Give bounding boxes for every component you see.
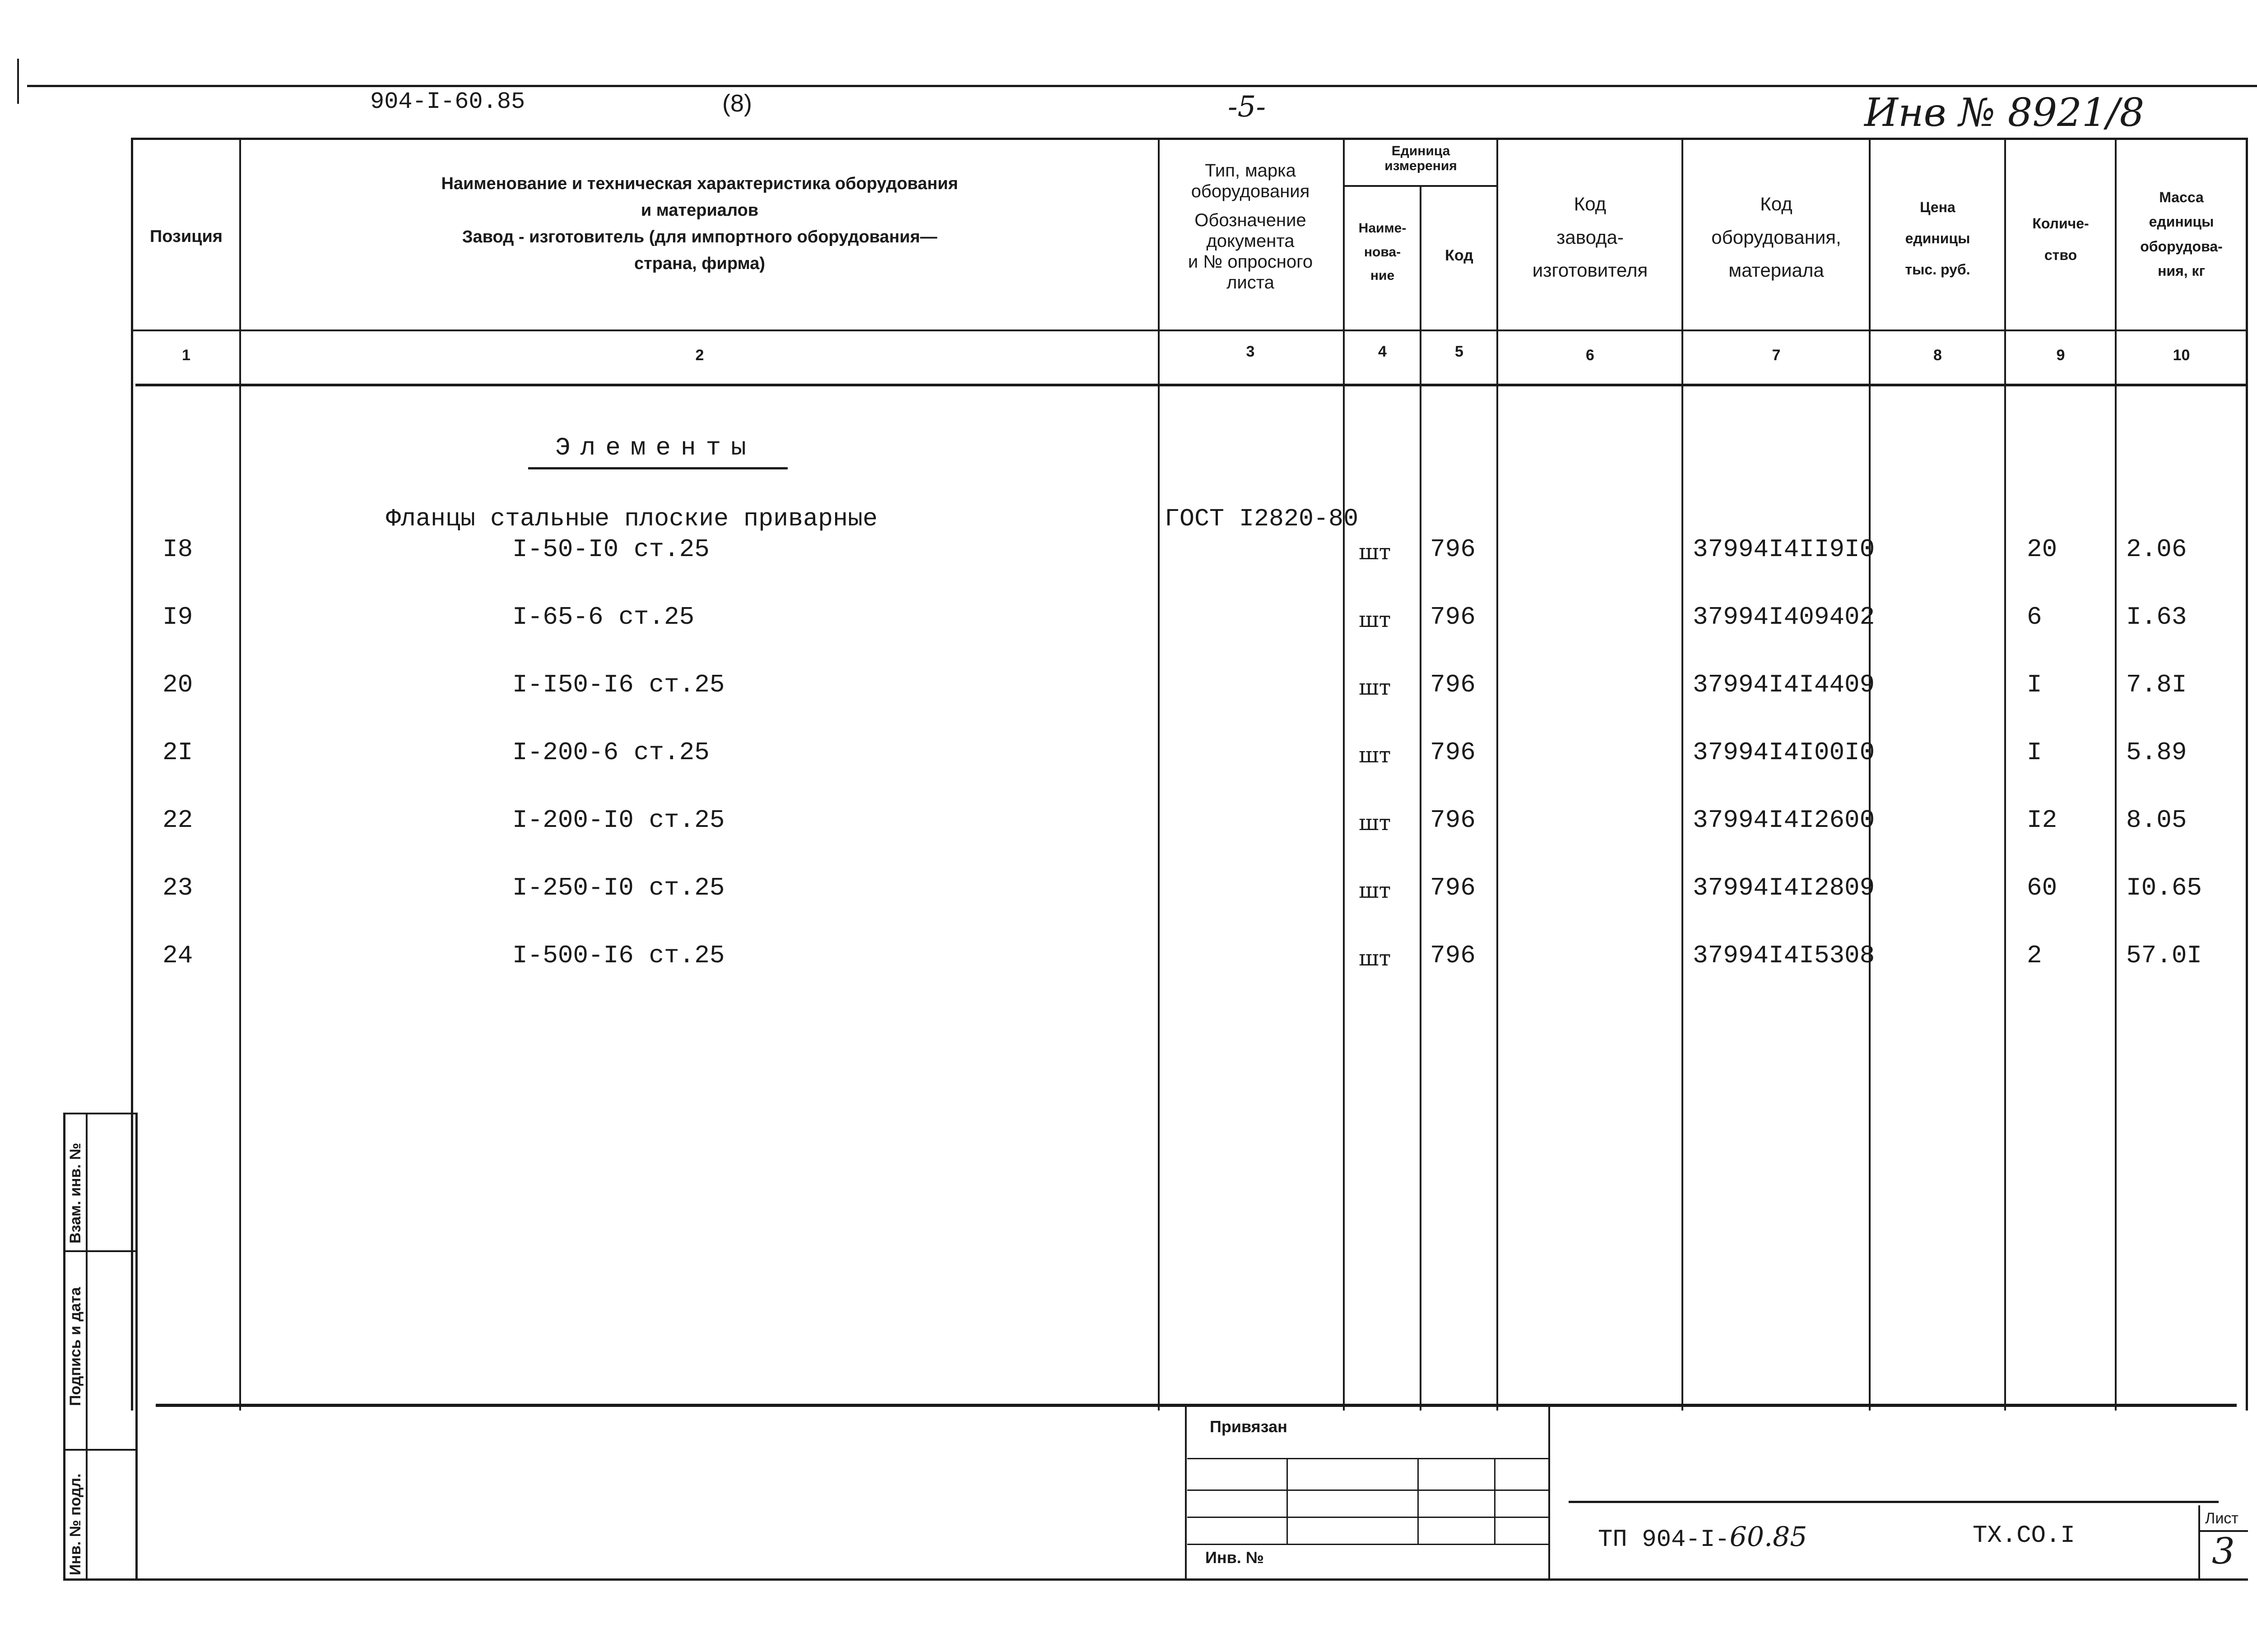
col-number-2: 2 [695, 347, 704, 364]
cell-code: 796 [1430, 738, 1476, 767]
cell-mass: 2.06 [2126, 535, 2187, 564]
cell-mass: I0.65 [2126, 873, 2202, 902]
project-code-prefix: ТП 904-I- [1598, 1526, 1730, 1554]
col-line-2 [1158, 138, 1160, 1411]
binding-mark [17, 59, 19, 104]
cell-pos: I8 [163, 535, 193, 564]
cell-unit: шт [1359, 810, 1391, 835]
cell-unit: шт [1359, 742, 1391, 768]
cell-unit: шт [1359, 675, 1391, 700]
table-top-border [131, 138, 2248, 140]
side-stamp-original: Инв. № подл. [67, 1473, 84, 1575]
title-block-top-line [156, 1404, 2237, 1407]
inventory-number: Инв № 8921/8 [1864, 90, 2145, 135]
cell-equip: 37994I4I00I0 [1693, 738, 1875, 767]
cell-code: 796 [1430, 670, 1476, 699]
cell-code: 796 [1430, 873, 1476, 902]
col-line-3 [1343, 138, 1345, 1411]
cell-pos: 20 [163, 670, 193, 699]
section-title: Элементы [555, 433, 756, 462]
cell-unit: шт [1359, 607, 1391, 632]
title-code-line [1569, 1501, 2219, 1503]
cell-equip: 37994I4I4409 [1693, 670, 1875, 699]
side-stamp-left [63, 1113, 65, 1580]
cell-code: 796 [1430, 535, 1476, 564]
side-stamp-mid [86, 1113, 88, 1580]
linked-col-3 [1494, 1458, 1495, 1544]
cell-pos: 2I [163, 738, 193, 767]
col-line-4 [1420, 185, 1421, 1411]
linked-row-line-4 [1187, 1544, 1548, 1545]
cell-unit: шт [1359, 878, 1391, 903]
page-number: -5- [1228, 90, 1266, 124]
col-number-6: 6 [1586, 347, 1594, 364]
cell-equip: 37994I4I2600 [1693, 806, 1875, 835]
col-header-name: Наименование и техническая характеристика оборудования и материалов Завод - изготовитель (для импортного оборудования— страна, фирма) [441, 174, 958, 273]
cell-pos: I9 [163, 603, 193, 631]
cell-name: I-500-I6 ст.25 [512, 941, 725, 970]
col-header-price: Цена единицы тыс. руб. [1905, 199, 1970, 278]
section-title-underline [528, 467, 788, 469]
inv-label: Инв. № [1205, 1548, 1264, 1567]
cell-pos: 24 [163, 941, 193, 970]
part-number: (8) [722, 90, 752, 117]
numbers-bottom-line [135, 384, 2248, 386]
cell-qty: 60 [2027, 873, 2057, 902]
cell-name: I-200-6 ст.25 [512, 738, 710, 767]
cell-mass: 57.0I [2126, 941, 2202, 970]
side-stamp-right [135, 1113, 138, 1580]
cell-pos: 23 [163, 873, 193, 902]
cell-name: I-250-I0 ст.25 [512, 873, 725, 902]
col-line-7 [1869, 138, 1871, 1411]
sheet-number: 3 [2212, 1530, 2235, 1572]
col-number-8: 8 [1933, 347, 1942, 364]
cell-mass: 5.89 [2126, 738, 2187, 767]
cell-qty: 2 [2027, 941, 2042, 970]
col-number-1: 1 [182, 347, 190, 364]
col-line-8 [2004, 138, 2006, 1411]
sheet-code: ТХ.СО.I [1973, 1522, 2075, 1550]
doc-code: 904-I-60.85 [370, 88, 525, 115]
linked-label: Привязан [1210, 1417, 1287, 1436]
col-header-factory-code: Код завода- изготовителя [1532, 193, 1648, 281]
header-bottom-line [131, 329, 2248, 331]
cell-code: 796 [1430, 941, 1476, 970]
side-stamp-line-2 [63, 1250, 138, 1252]
cell-qty: I2 [2027, 806, 2057, 835]
table-left-border [131, 138, 133, 1411]
cell-code: 796 [1430, 806, 1476, 835]
cell-unit: шт [1359, 539, 1391, 565]
cell-mass: I.63 [2126, 603, 2187, 631]
cell-qty: 6 [2027, 603, 2042, 631]
cell-qty: I [2027, 738, 2042, 767]
project-code-hand: 60.85 [1729, 1521, 1807, 1553]
col-number-4: 4 [1378, 343, 1387, 360]
col-line-1 [239, 138, 241, 1411]
group-standard: ГОСТ I2820-80 [1165, 505, 1359, 533]
cell-qty: 20 [2027, 535, 2057, 564]
cell-name: I-I50-I6 ст.25 [512, 670, 725, 699]
table-right-border [2246, 138, 2248, 1411]
linked-box-right [1548, 1407, 1550, 1580]
cell-equip: 37994I4I2809 [1693, 873, 1875, 902]
sheet-box-left [2198, 1505, 2200, 1580]
top-border [27, 85, 2257, 87]
cell-equip: 37994I4II9I0 [1693, 535, 1875, 564]
col-header-unit-code: Код [1445, 247, 1473, 264]
linked-col-1 [1286, 1458, 1288, 1544]
col-header-unit-group: Единица измерения [1384, 144, 1457, 173]
unit-group-divider [1343, 185, 1496, 187]
col-number-7: 7 [1772, 347, 1781, 364]
linked-box-left [1185, 1407, 1187, 1580]
col-number-5: 5 [1455, 343, 1463, 360]
col-number-10: 10 [2173, 347, 2190, 364]
cell-equip: 37994I4I5308 [1693, 941, 1875, 970]
col-header-type: Тип, марка оборудования Обозначение документа и № опросного листа [1188, 161, 1313, 292]
sheet-label: Лист [2205, 1510, 2238, 1527]
col-line-9 [2115, 138, 2117, 1411]
col-line-6 [1681, 138, 1683, 1411]
side-stamp-signature: Подпись и дата [67, 1287, 84, 1406]
cell-pos: 22 [163, 806, 193, 835]
linked-col-2 [1417, 1458, 1419, 1544]
col-header-unit-name: Наиме- нова- ние [1358, 221, 1407, 283]
group-title: Фланцы стальные плоские приварные [386, 505, 878, 533]
project-code [1598, 1521, 1807, 1554]
col-header-position: Позиция [149, 227, 223, 246]
side-stamp-line-1 [63, 1113, 138, 1114]
side-stamp-line-3 [63, 1449, 138, 1451]
cell-mass: 8.05 [2126, 806, 2187, 835]
side-stamp-replaced: Взам. инв. № [67, 1142, 84, 1244]
col-header-equipment-code: Код оборудования, материала [1711, 193, 1841, 281]
cell-code: 796 [1430, 603, 1476, 631]
col-line-5 [1496, 138, 1498, 1411]
cell-name: I-65-6 ст.25 [512, 603, 695, 631]
cell-unit: шт [1359, 946, 1391, 971]
cell-name: I-200-I0 ст.25 [512, 806, 725, 835]
col-header-mass: Масса единицы оборудова- ния, кг [2140, 189, 2223, 279]
col-number-3: 3 [1246, 343, 1255, 360]
cell-equip: 37994I409402 [1693, 603, 1875, 631]
col-header-quantity: Количе- ство [2032, 215, 2089, 264]
page-bottom-line [63, 1578, 2248, 1581]
cell-qty: I [2027, 670, 2042, 699]
col-number-9: 9 [2056, 347, 2065, 364]
cell-name: I-50-I0 ст.25 [512, 535, 710, 564]
cell-mass: 7.8I [2126, 670, 2187, 699]
